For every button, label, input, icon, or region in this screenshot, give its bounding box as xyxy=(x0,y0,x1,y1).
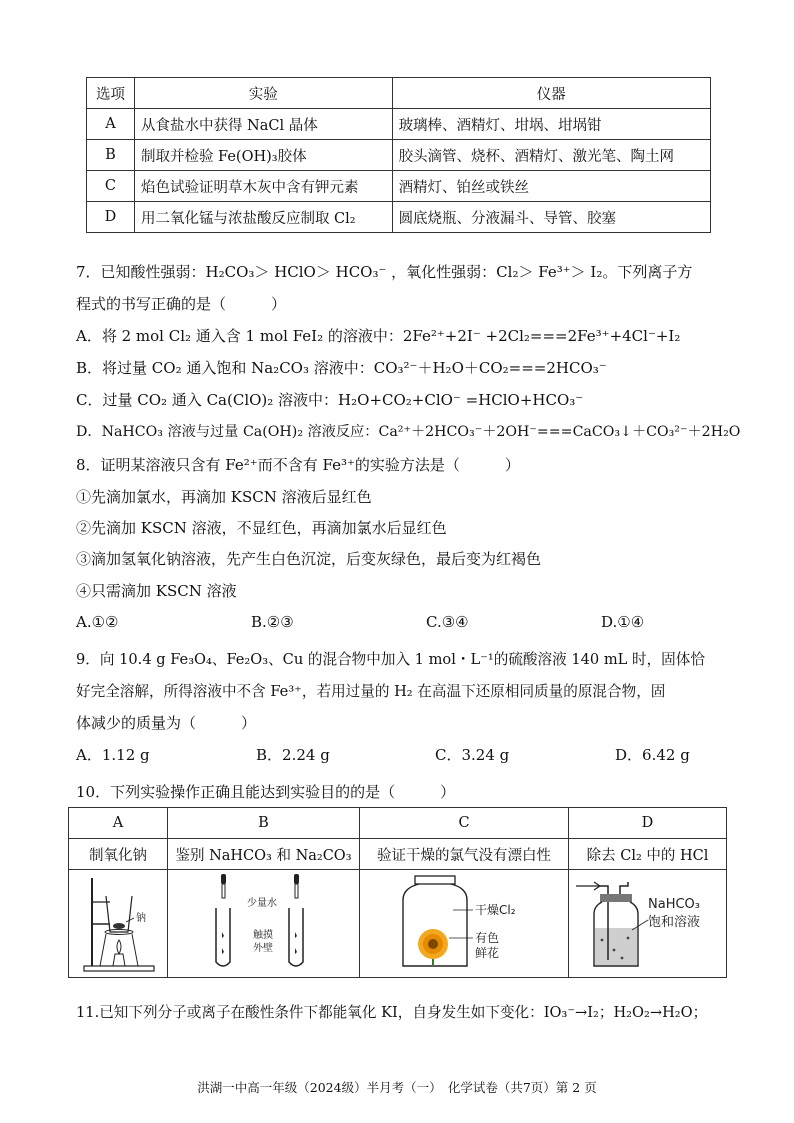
dry-chlorine-label: 干燥Cl₂ xyxy=(474,903,516,917)
q8-item-2: ②先滴加 KSCN 溶液，不显红色，再滴加氯水后显红色 xyxy=(76,519,447,537)
q8-option-c: C.③④ xyxy=(426,613,469,631)
q9-option-a: A．1.12 g xyxy=(76,746,150,764)
q8-item-4: ④只需滴加 KSCN 溶液 xyxy=(76,582,237,600)
experiment-letter-row xyxy=(69,808,727,839)
q7-option-d: D．NaHCO₃ 溶液与过量 Ca(OH)₂ 溶液反应：Ca²⁺＋2HCO₃⁻＋2OH⁻===CaCO₃↓＋CO₃²⁻＋2H₂O xyxy=(76,424,741,440)
row-instrument: 酒精灯、铂丝或铁丝 xyxy=(392,171,710,202)
touch-label-2: 外壁 xyxy=(252,943,273,954)
header-instrument: 仪器 xyxy=(392,78,710,109)
table-row xyxy=(87,140,711,171)
q8-option-b: B.②③ xyxy=(251,613,294,631)
gas-jar-flower-figure xyxy=(361,870,568,973)
q8-option-d: D.①④ xyxy=(601,613,645,631)
q9-option-b: B．2.24 g xyxy=(256,746,330,764)
q10-stem: 10．下列实验操作正确且能达到实验目的的是（ ） xyxy=(76,783,456,801)
table-row xyxy=(87,171,711,202)
q9-option-d: D．6.42 g xyxy=(615,746,690,764)
q8-item-1: ①先滴加氯水，再滴加 KSCN 溶液后显红色 xyxy=(76,488,372,506)
q7-stem-line2: 程式的书写正确的是（ ） xyxy=(76,295,287,313)
colored-label-1: 有色 xyxy=(474,931,499,945)
row-instrument: 圆底烧瓶、分液漏斗、导管、胶塞 xyxy=(392,202,710,233)
row-option: B xyxy=(87,140,135,171)
header-option: 选项 xyxy=(87,78,135,109)
burning-sodium-apparatus xyxy=(70,870,167,973)
row-instrument: 胶头滴管、烧杯、酒精灯、激光笔、陶土网 xyxy=(392,140,710,171)
q7-option-b: B．将过量 CO₂ 通入饱和 Na₂CO₃ 溶液中：CO₃²⁻＋H₂O＋CO₂===2HCO₃⁻ xyxy=(76,359,607,377)
saturated-solution-label: 饱和溶液 xyxy=(647,915,700,930)
q7-option-c: C．过量 CO₂ 通入 Ca(ClO)₂ 溶液中：H₂O+CO₂+ClO⁻ =HClO+HCO₃⁻ xyxy=(76,391,584,409)
q8-stem: 8．证明某溶液只含有 Fe²⁺而不含有 Fe³⁺的实验方法是（ ） xyxy=(76,456,520,474)
table-row xyxy=(87,109,711,140)
label-c: 验证干燥的氯气没有漂白性 xyxy=(360,839,569,870)
figure-a xyxy=(69,870,168,978)
experiment-table xyxy=(68,807,727,978)
letter-d: D xyxy=(569,808,727,839)
sodium-label: 钠 xyxy=(135,913,146,924)
q7-option-a: A．将 2 mol Cl₂ 通入含 1 mol FeI₂ 的溶液中：2Fe²⁺+2I⁻ +2Cl₂===2Fe³⁺+4Cl⁻+I₂ xyxy=(76,327,681,345)
q11-stem: 11.已知下列分子或离子在酸性条件下都能氧化 KI，自身发生如下变化：IO₃⁻→I₂；H₂O₂→H₂O； xyxy=(76,1004,708,1021)
experiment-label-row xyxy=(69,839,727,870)
label-a: 制氧化钠 xyxy=(69,839,168,870)
row-instrument: 玻璃棒、酒精灯、坩埚、坩埚钳 xyxy=(392,109,710,140)
letter-b: B xyxy=(168,808,360,839)
table-header-row xyxy=(87,78,711,109)
q9-stem-line2: 好完全溶解，所得溶液中不含 Fe³⁺，若用过量的 H₂ 在高温下还原相同质量的原混合物，固 xyxy=(76,683,666,700)
q7-stem-line1: 7．已知酸性强弱：H₂CO₃＞ HClO＞ HCO₃⁻ ，氧化性强弱：Cl₂＞ Fe³⁺＞ I₂。下列离子方 xyxy=(76,263,693,281)
q9-stem-line3: 体减少的质量为（ ） xyxy=(76,714,257,732)
figure-d xyxy=(569,870,727,978)
instrument-table xyxy=(86,77,711,233)
table-row xyxy=(87,202,711,233)
q9-stem-line1: 9．向 10.4 g Fe₃O₄、Fe₂O₃、Cu 的混合物中加入 1 mol・L⁻¹的硫酸溶液 140 mL 时，固体恰 xyxy=(76,651,705,668)
colored-label-2: 鲜花 xyxy=(474,946,499,960)
gas-washing-bottle-figure xyxy=(570,870,726,973)
q9-option-c: C．3.24 g xyxy=(435,746,510,764)
experiment-figure-row xyxy=(69,870,727,978)
row-experiment: 焰色试验证明草木灰中含有钾元素 xyxy=(134,171,392,202)
q8-item-3: ③滴加氢氧化钠溶液，先产生白色沉淀，后变灰绿色，最后变为红褐色 xyxy=(76,550,542,568)
q8-option-a: A.①② xyxy=(76,613,119,631)
label-d: 除去 Cl₂ 中的 HCl xyxy=(569,839,727,870)
letter-c: C xyxy=(360,808,569,839)
two-test-tubes-figure xyxy=(169,870,359,973)
row-option: D xyxy=(87,202,135,233)
row-experiment: 从食盐水中获得 NaCl 晶体 xyxy=(134,109,392,140)
row-experiment: 制取并检验 Fe(OH)₃胶体 xyxy=(134,140,392,171)
water-label: 少量水 xyxy=(246,898,277,909)
figure-c xyxy=(360,870,569,978)
header-experiment: 实验 xyxy=(134,78,392,109)
row-experiment: 用二氧化锰与浓盐酸反应制取 Cl₂ xyxy=(134,202,392,233)
touch-label-1: 触摸 xyxy=(252,930,273,941)
page-footer: 洪湖一中高一年级（2024级）半月考（一） 化学试卷（共7页）第 2 页 xyxy=(197,1080,597,1095)
label-b: 鉴别 NaHCO₃ 和 Na₂CO₃ xyxy=(168,839,360,870)
letter-a: A xyxy=(69,808,168,839)
flower-icon xyxy=(418,929,448,966)
row-option: C xyxy=(87,171,135,202)
row-option: A xyxy=(87,109,135,140)
figure-b xyxy=(168,870,360,978)
bicarbonate-label: NaHCO₃ xyxy=(647,897,700,912)
